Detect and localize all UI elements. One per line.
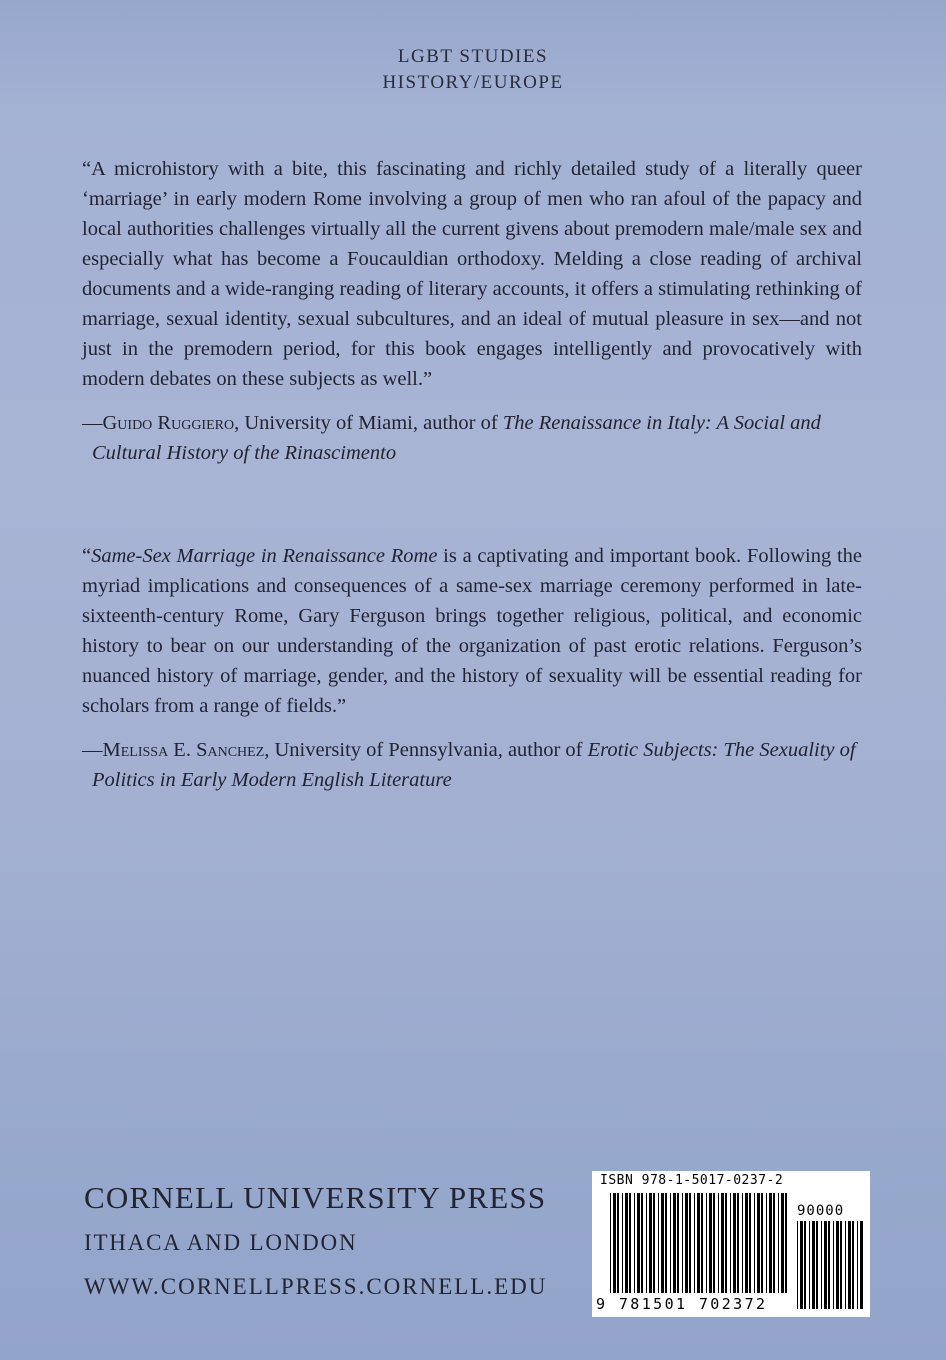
publisher-url: WWW.CORNELLPRESS.CORNELL.EDU: [84, 1274, 548, 1299]
barcode-bar: [718, 1193, 719, 1293]
isbn-text: ISBN 978-1-5017-0237-2: [600, 1173, 784, 1188]
barcode-box: [592, 1171, 870, 1317]
barcode-bar: [629, 1193, 631, 1293]
blurb-2-text: [82, 541, 862, 721]
barcode-bar: [773, 1193, 775, 1293]
barcode-bar: [689, 1193, 691, 1293]
barcode-bar: [658, 1193, 659, 1293]
barcode-bar: [649, 1193, 652, 1293]
barcode-bar: [785, 1193, 787, 1293]
barcode-bar: [682, 1193, 683, 1293]
barcode-bar: [852, 1221, 854, 1309]
barcode-bar: [637, 1193, 640, 1293]
blurb-2-book-title: Same-Sex Marriage in Renaissance Rome: [91, 545, 438, 567]
barcode-bar: [701, 1193, 703, 1293]
barcode-bar: [742, 1193, 743, 1293]
barcode-bar: [709, 1193, 712, 1293]
addon-barcode-bars: [797, 1221, 863, 1309]
reviewer-affiliation: , University of Miami, author of: [234, 412, 503, 434]
barcode-bar: [816, 1221, 818, 1309]
barcode-bar: [848, 1221, 851, 1309]
barcode-bar: [706, 1193, 707, 1293]
blurb-2-attribution: [82, 735, 862, 795]
reviewer-name: Guido Ruggiero: [102, 412, 235, 434]
ean-digits: 9 781501 702372: [596, 1295, 768, 1313]
reviewer-name: Melissa E. Sanchez: [102, 739, 265, 761]
barcode-bar: [665, 1193, 667, 1293]
subject-category: [0, 44, 946, 96]
publisher-name: CORNELL UNIVERSITY PRESS: [84, 1180, 547, 1215]
blurb-2-open-quote: “: [82, 545, 92, 567]
barcode-bar: [634, 1193, 635, 1293]
publisher-block: [84, 1178, 547, 1300]
barcode-bar: [769, 1193, 772, 1293]
barcode-bar: [721, 1193, 724, 1293]
barcode-bar: [661, 1193, 664, 1293]
barcode-bar: [778, 1193, 779, 1293]
barcode-bar: [622, 1193, 623, 1293]
barcode-bar: [745, 1193, 748, 1293]
barcode-bar: [653, 1193, 655, 1293]
barcode-bar: [857, 1221, 858, 1309]
barcode-bar: [713, 1193, 715, 1293]
category-line-1: LGBT STUDIES: [397, 46, 549, 67]
barcode-bar: [610, 1193, 611, 1293]
reviewer-affiliation: , University of Pennsylvania, author of: [264, 739, 588, 761]
barcode-bar: [685, 1193, 688, 1293]
barcode-bar: [761, 1193, 763, 1293]
barcode-bar: [833, 1221, 834, 1309]
barcode-bar: [697, 1193, 700, 1293]
barcode-bar: [836, 1221, 839, 1309]
barcode-bar: [670, 1193, 671, 1293]
barcode-bar: [828, 1221, 830, 1309]
barcode-bar: [809, 1221, 810, 1309]
attr-dash: —: [82, 739, 103, 761]
barcode-bar: [754, 1193, 755, 1293]
barcode-bar: [860, 1221, 863, 1309]
barcode-bar: [733, 1193, 736, 1293]
barcode-bar: [625, 1193, 628, 1293]
barcode-bar: [641, 1193, 643, 1293]
barcode-bar: [725, 1193, 727, 1293]
barcode-bar: [812, 1221, 815, 1309]
barcode-bar: [613, 1193, 616, 1293]
barcode-bar: [781, 1193, 784, 1293]
barcode-bar: [757, 1193, 760, 1293]
barcode-bar: [694, 1193, 695, 1293]
barcode-bar: [766, 1193, 767, 1293]
barcode-bar: [617, 1193, 619, 1293]
barcode-bar: [800, 1221, 803, 1309]
attr-dash: —: [82, 412, 103, 434]
blurb-2: [82, 541, 862, 795]
price-code: 90000: [797, 1203, 845, 1219]
barcode-bar: [804, 1221, 806, 1309]
barcode-bar: [646, 1193, 647, 1293]
barcode-bar: [730, 1193, 731, 1293]
blurb-1-text: “A microhistory with a bite, this fascinating and richly detailed study of a literally queer ‘marriage’ in early modern Rome involving a group of men who ran afoul of the papacy and local authorities challenges virtually all the current givens about premodern male/male sex and especially what has become a Foucauldian orthodoxy. Melding a close reading of archival documents and a wide-ranging reading of literary accounts, it offers a stimulating rethinking of marriage, sexual identity, sexual subcultures, and an ideal of mutual pleasure in sex—and not just in the premodern period, for this book engages intelligently and provocatively with modern debates on these subjects as well.”: [82, 158, 862, 390]
ean-barcode-bars: [610, 1193, 788, 1293]
barcode-bar: [840, 1221, 842, 1309]
category-line-2: HISTORY/EUROPE: [382, 72, 564, 93]
reviewer-book-title: The Renaissance in Italy: A Social and Cultural History of the Rinascimento: [92, 412, 821, 464]
publisher-city: ITHACA AND LONDON: [84, 1230, 358, 1255]
barcode-bar: [737, 1193, 739, 1293]
barcode-bar: [673, 1193, 676, 1293]
barcode-bar: [821, 1221, 822, 1309]
blurb-1: [82, 154, 862, 468]
barcode-bar: [749, 1193, 751, 1293]
barcode-bar: [797, 1221, 798, 1309]
reviewer-book-title: Erotic Subjects: The Sexuality of Politics in Early Modern English Literature: [92, 739, 856, 791]
barcode-bar: [824, 1221, 827, 1309]
barcode-bar: [845, 1221, 846, 1309]
blurb-2-body: is a captivating and important book. Following the myriad implications and consequences of a same-sex marriage ceremony performed in late-sixteenth-century Rome, Gary Ferguson brings together religious, political, and economic history to bear on our understanding of the organization of past erotic relations. Ferguson’s nuanced history of marriage, gender, and the history of sexuality will be essential reading for scholars from a range of fields.”: [82, 545, 862, 717]
blurb-1-attribution: [82, 408, 862, 468]
barcode-bar: [677, 1193, 679, 1293]
